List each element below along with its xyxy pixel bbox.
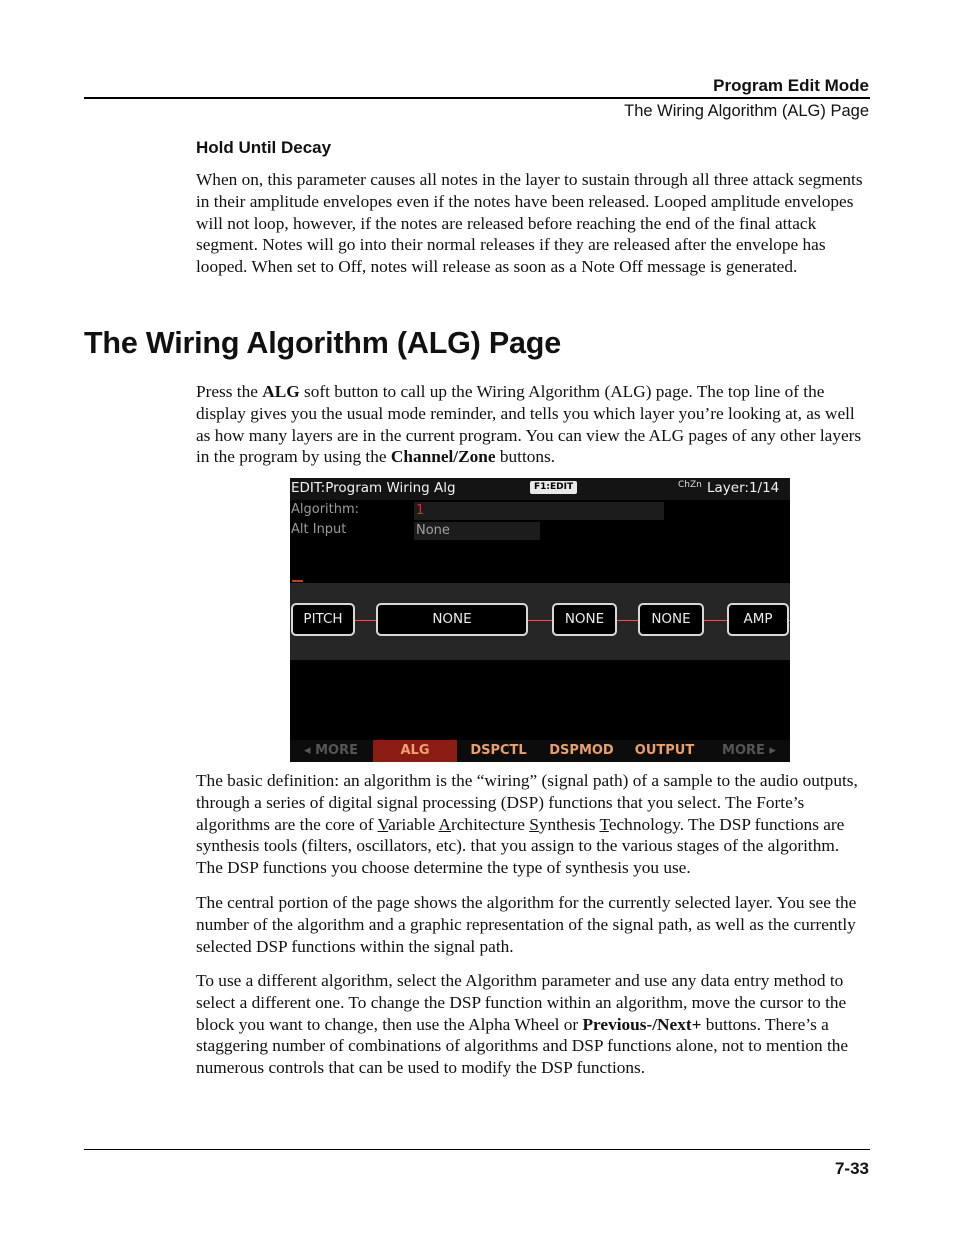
running-header-mode: Program Edit Mode	[713, 76, 869, 95]
dsp-block-2[interactable]: NONE	[376, 603, 528, 636]
display-top-line	[290, 478, 790, 500]
running-header-section: The Wiring Algorithm (ALG) Page	[624, 102, 869, 120]
tab-alg[interactable]: ALG	[373, 740, 457, 762]
vast-letter-t: T	[599, 814, 609, 834]
chzn-indicator-icon: ChZn	[678, 480, 702, 490]
definition-text-2: ariable	[388, 814, 439, 834]
vast-letter-s: S	[529, 814, 539, 834]
intro-text-3: buttons.	[495, 447, 556, 467]
hold-until-decay-paragraph: When on, this parameter causes all notes in the layer to sustain through all three attack segments in their amplitude envelopes even if the notes have been released. Looped amplitude envelopes will not loop, however, if the notes are released before reaching the end of the final attack segment. Notes will go into their normal releases if they are released after the envelope has looped. When set to Off, notes will release as soon as a Note Off message is generated.	[196, 170, 863, 277]
alt-input-field[interactable]	[414, 522, 540, 540]
channel-zone-term: Channel/Zone	[390, 447, 496, 467]
alt-input-label: Alt Input	[291, 522, 347, 537]
header-rule	[84, 97, 870, 99]
signal-path-band	[290, 583, 790, 660]
algorithm-label: Algorithm:	[291, 502, 360, 517]
definition-paragraph	[196, 770, 866, 879]
tab-output[interactable]: OUTPUT	[634, 743, 695, 758]
intro-paragraph	[196, 381, 866, 468]
dsp-block-pitch[interactable]: PITCH	[291, 603, 355, 636]
definition-text-3: rchitecture	[451, 814, 530, 834]
tab-dspctl[interactable]: DSPCTL	[470, 743, 527, 758]
algorithm-value: 1	[416, 503, 425, 518]
alt-input-value: None	[416, 523, 450, 538]
intro-text-1: Press the	[196, 382, 263, 401]
f1-edit-badge: F1:EDIT	[530, 481, 577, 494]
change-text-1: To use a different algorithm, select the Algorithm parameter and use any data entry method to select a different one. To change the DSP function within an algorithm, move the cursor to the block you want to change, then use the Alpha Wheel or	[196, 971, 847, 1034]
tab-more-right[interactable]: MORE ▸	[722, 743, 776, 758]
section-heading: The Wiring Algorithm (ALG) Page	[84, 326, 561, 360]
hold-until-decay-heading: Hold Until Decay	[196, 138, 332, 157]
display-cursor	[292, 580, 303, 582]
alg-term: ALG	[262, 382, 300, 401]
change-text-2: buttons. There’s a staggering number of combinations of algorithms and DSP functions alone, not to mention the numerous controls that can be used to modify the DSP functions.	[196, 1014, 849, 1078]
definition-text-1: The basic definition: an algorithm is the “wiring” (signal path) of a sample to the audio outputs, through a series of digital signal processing (DSP) functions that you select. The Forte’s algorithms are the core of	[196, 771, 858, 834]
dsp-block-3[interactable]: NONE	[552, 603, 617, 636]
alg-page-display	[290, 478, 790, 762]
vast-letter-a: A	[438, 814, 451, 834]
change-algorithm-paragraph	[196, 970, 866, 1079]
definition-text-5: echnology. The DSP functions are synthesis tools (filters, oscillators, etc). that you assign to the various stages of the algorithm. The DSP functions you choose determine the type of synthesis you use.	[196, 814, 845, 878]
central-portion-paragraph: The central portion of the page shows the algorithm for the currently selected layer. You see the number of the algorithm and a graphic representation of the signal path, as well as the currently selected DSP functions within the signal path.	[196, 893, 857, 956]
intro-text-2: soft button to call up the Wiring Algorithm (ALG) page. The top line of the display gives you the usual mode reminder, and tells you which layer you’re looking at, as well as how many layers are in the current program. You can view the ALG pages of any other layers in the program by using the	[196, 382, 862, 467]
algorithm-field[interactable]	[414, 502, 664, 520]
layer-indicator: Layer:1/14	[707, 480, 780, 496]
footer-rule	[84, 1149, 870, 1150]
display-mode-title: EDIT:Program Wiring Alg	[291, 480, 456, 496]
vast-letter-v: V	[377, 814, 389, 834]
definition-text-4: ynthesis	[538, 814, 600, 834]
page-number: 7-33	[834, 1159, 869, 1178]
dsp-block-amp[interactable]: AMP	[727, 603, 789, 636]
previous-next-term: Previous-/Next+	[582, 1014, 702, 1034]
tab-more-left[interactable]: ◂ MORE	[304, 743, 358, 758]
dsp-block-4[interactable]: NONE	[638, 603, 704, 636]
tab-dspmod[interactable]: DSPMOD	[549, 743, 614, 758]
soft-button-bar	[290, 740, 790, 762]
